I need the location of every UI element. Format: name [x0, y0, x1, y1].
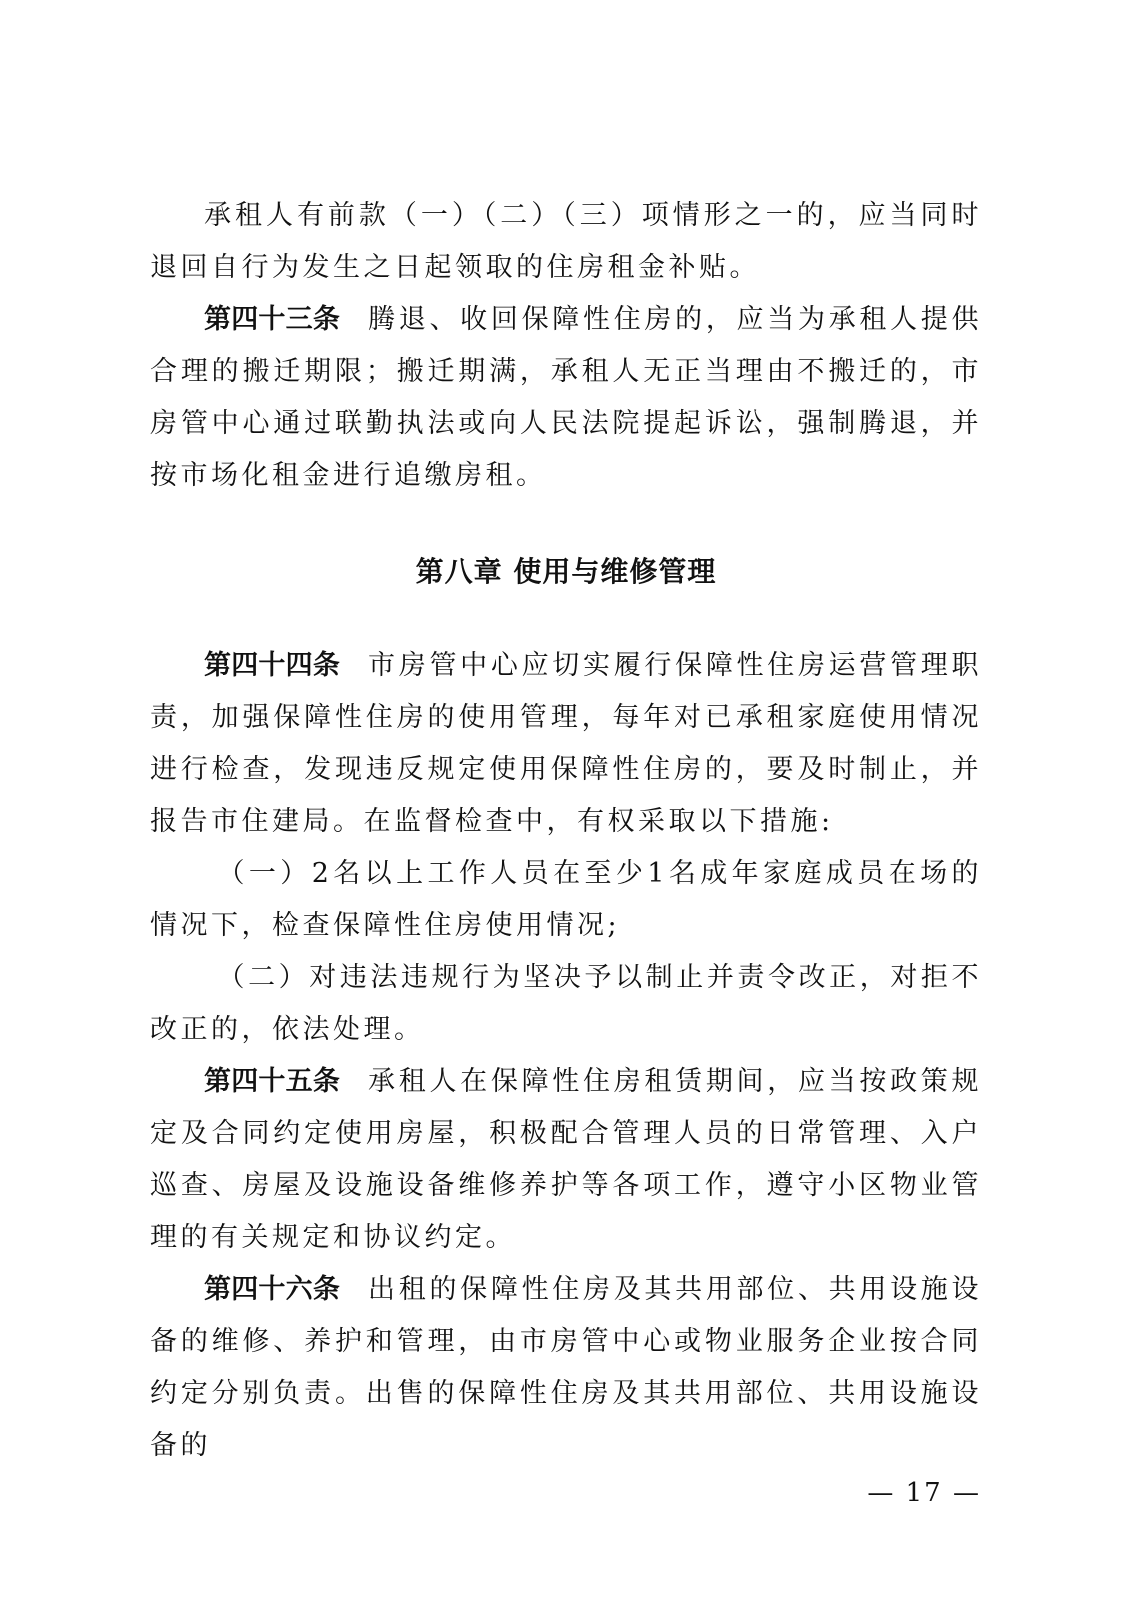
- article-46-label: 第四十六条: [204, 1274, 341, 1305]
- article-46-text: 出租的保障性住房及其共用部位、共用设施设备的维修、养护和管理，由市房管中心或物业服务企业按合同约定分别负责。出售的保障性住房及其共用部位、共用设施设备的: [150, 1274, 983, 1461]
- article-46: [150, 1264, 982, 1472]
- chapter-title: 第八章 使用与维修管理: [415, 555, 717, 588]
- paragraph-text: 承租人有前款（一）（二）（三）项情形之一的，应当同时退回自行为发生之日起领取的住房租金补贴。: [150, 200, 982, 283]
- article-44-text: 市房管中心应切实履行保障性住房运营管理职责，加强保障性住房的使用管理，每年对已承租家庭使用情况进行检查，发现违反规定使用保障性住房的，要及时制止，并报告市住建局。在监督检查中，有权采取以下措施:: [150, 650, 983, 837]
- article-44-item-2: [150, 952, 982, 1056]
- item-text: （二）对违法违规行为坚决予以制止并责令改正，对拒不改正的，依法处理。: [150, 962, 982, 1045]
- article-44: [150, 640, 982, 848]
- article-44-label: 第四十四条: [204, 650, 341, 681]
- article-45-label: 第四十五条: [204, 1066, 341, 1097]
- article-43-label: 第四十三条: [204, 304, 341, 335]
- article-44-item-1: [150, 848, 982, 952]
- document-body: [150, 190, 982, 1472]
- article-43-text: 腾退、收回保障性住房的，应当为承租人提供合理的搬迁期限；搬迁期满，承租人无正当理由不搬迁的，市房管中心通过联勤执法或向人民法院提起诉讼，强制腾退，并按市场化租金进行追缴房租。: [150, 304, 983, 491]
- article-43: [150, 294, 982, 502]
- article-45-text: 承租人在保障性住房租赁期间，应当按政策规定及合同约定使用房屋，积极配合管理人员的日常管理、入户巡查、房屋及设施设备维修养护等各项工作，遵守小区物业管理的有关规定和协议约定。: [150, 1066, 983, 1253]
- page-number: — 17 —: [867, 1478, 981, 1508]
- article-45: [150, 1056, 982, 1264]
- paragraph-tenant-refund: [150, 190, 982, 294]
- item-text: （一）2名以上工作人员在至少1名成年家庭成员在场的情况下，检查保障性住房使用情况;: [150, 858, 982, 941]
